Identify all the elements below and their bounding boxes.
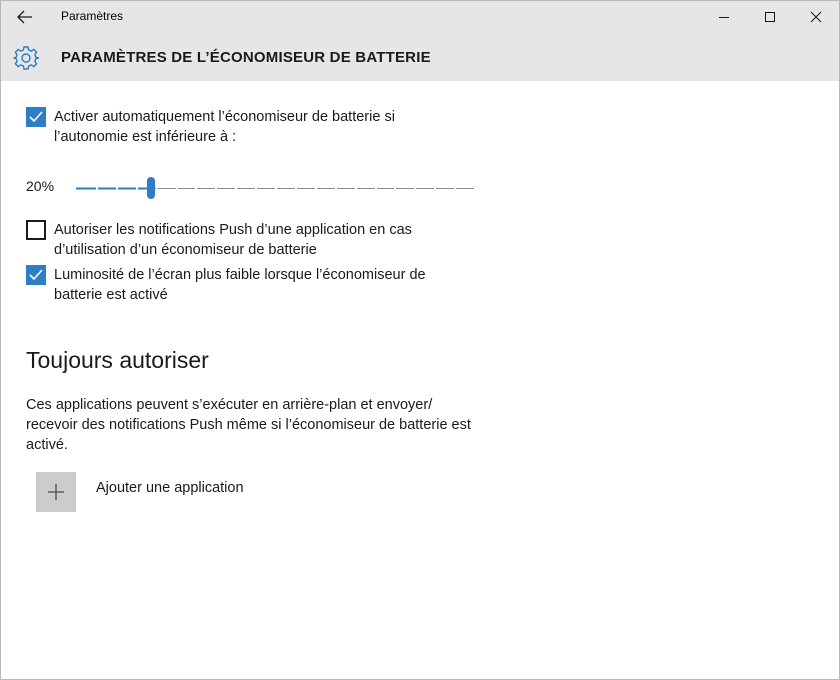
slider-tick xyxy=(295,187,297,190)
close-icon xyxy=(810,11,822,23)
checkmark-icon xyxy=(26,265,46,285)
slider-tick xyxy=(315,187,317,190)
slider-tick xyxy=(215,187,217,190)
auto-enable-label: Activer automatiquement l’économiseur de batterie si l’autonomie est inférieure à : xyxy=(54,109,395,145)
auto-enable-checkbox[interactable] xyxy=(26,107,46,127)
checkmark-icon xyxy=(26,107,46,127)
arrow-left-icon xyxy=(17,10,33,24)
slider-tick xyxy=(355,187,357,190)
add-app-label[interactable]: Ajouter une application xyxy=(96,480,244,496)
gear-icon xyxy=(13,45,39,71)
back-button[interactable] xyxy=(9,4,41,30)
always-allow-heading: Toujours autoriser xyxy=(26,347,209,373)
slider-tick xyxy=(434,187,436,190)
lower-brightness-label: Luminosité de l’écran plus faible lorsque l’économiseur de batterie est activé xyxy=(54,267,426,303)
minimize-icon xyxy=(718,11,730,23)
slider-tick xyxy=(394,187,396,190)
page-title: PARAMÈTRES DE L’ÉCONOMISEUR DE BATTERIE xyxy=(61,49,431,66)
close-button[interactable] xyxy=(793,1,839,33)
slider-tick xyxy=(335,187,337,190)
slider-tick xyxy=(454,187,456,190)
app-title: Paramètres xyxy=(61,9,124,23)
content-area xyxy=(1,81,839,679)
push-notifications-label: Autoriser les notifications Push d’une application en cas d’utilisation d’un économiseur de batterie xyxy=(54,222,412,258)
title-bar xyxy=(1,1,839,33)
add-app-button[interactable] xyxy=(36,472,76,512)
slider-tick xyxy=(96,187,98,190)
slider-tick xyxy=(375,187,377,190)
slider-tick xyxy=(195,187,197,190)
slider-tick xyxy=(116,187,118,190)
threshold-slider[interactable] xyxy=(76,173,474,203)
maximize-button[interactable] xyxy=(747,1,793,33)
page-header xyxy=(1,33,839,81)
push-notifications-checkbox[interactable] xyxy=(26,220,46,240)
slider-tick xyxy=(156,187,158,190)
slider-tick xyxy=(235,187,237,190)
slider-tick xyxy=(414,187,416,190)
slider-tick xyxy=(136,187,138,190)
slider-tick xyxy=(176,187,178,190)
slider-tick xyxy=(255,187,257,190)
slider-thumb xyxy=(147,177,155,199)
lower-brightness-checkbox[interactable] xyxy=(26,265,46,285)
minimize-button[interactable] xyxy=(701,1,747,33)
slider-tick xyxy=(275,187,277,190)
threshold-value: 20% xyxy=(26,178,55,194)
always-allow-description: Ces applications peuvent s’exécuter en arrière-plan et envoyer/ recevoir des notifications Push même si l’économiseur de batterie est activé. xyxy=(26,397,471,453)
plus-icon xyxy=(47,483,65,501)
maximize-icon xyxy=(764,11,776,23)
